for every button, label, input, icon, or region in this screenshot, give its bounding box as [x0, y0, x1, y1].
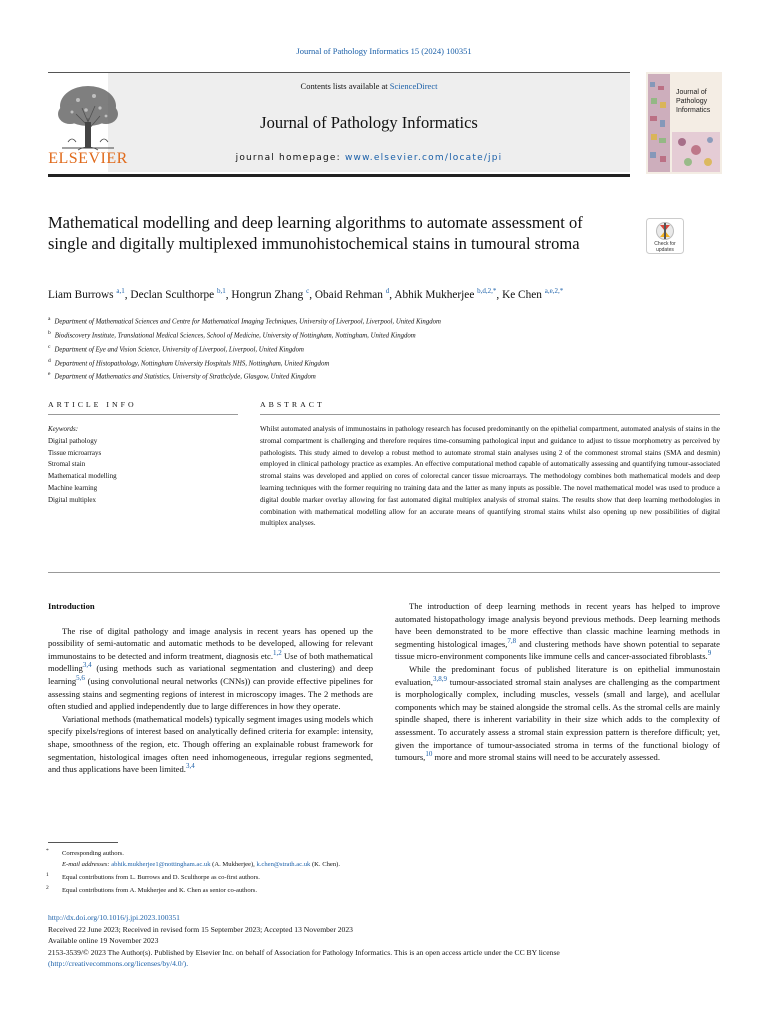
abstract-bottom-rule [48, 572, 720, 573]
right-paragraphs [395, 600, 720, 764]
cover-title-line-2: Pathology [676, 98, 708, 105]
body-paragraph [48, 625, 373, 713]
affiliations [48, 314, 738, 383]
masthead-top-rule [48, 72, 630, 73]
body-paragraph [395, 663, 720, 764]
paragraph-text: The introduction of deep learning methods in recent years has helped to improve automated histopathology image analysis beyond previous methods. Deep learning methods have been demonstrated to be more effective than classic machine learning methods in segmenting histological images, [395, 601, 720, 649]
author-affiliation-mark[interactable]: b,d,2,* [477, 287, 497, 296]
footnotes [48, 846, 720, 897]
author-list: Liam Burrows $^{a,1}$, Declan Sculthorpe $^{b,1}$, Hongrun Zhang $^c$, Obaid Rehman $^d$, Abhik Mukherjee $^{b,d,2,*}$, Ke Chen $^{a,e,2,*}$ [48, 287, 564, 301]
email-name-1: (A. Mukherjee), [210, 861, 257, 869]
license-text: 2153-3539/© 2023 The Author(s). Published by Elsevier Inc. on behalf of Association for Pathology Informatics. This is an open access article under the CC BY license [48, 947, 560, 957]
doi-link[interactable]: http://dx.doi.org/10.1016/j.jpi.2023.100351 [48, 913, 180, 922]
author-affiliation-mark[interactable]: c [306, 287, 310, 296]
keyword-item: Stromal stain [48, 460, 86, 469]
citation-link[interactable]: 3,4 [185, 762, 195, 771]
author-name: Liam Burrows [48, 289, 114, 301]
body-paragraph [48, 713, 373, 776]
footnote-mark: * [46, 848, 49, 854]
email-name-2: (K. Chen). [310, 861, 340, 869]
elsevier-wordmark[interactable]: ELSEVIER [48, 150, 128, 167]
contents-lists-line [108, 81, 630, 91]
author [130, 289, 225, 301]
check-for-updates-badge[interactable] [646, 218, 684, 254]
citation-link[interactable]: 5,6 [76, 674, 85, 683]
affiliation-letter: b [48, 329, 51, 336]
contents-prefix: Contents lists available at [300, 81, 390, 91]
email-link-mukherjee[interactable]: abhik.mukherjee1@nottingham.ac.uk [111, 861, 211, 869]
journal-title: Journal of Pathology Informatics [260, 113, 478, 132]
author-name: Obaid Rehman [314, 289, 383, 301]
paragraph-text: tumour-associated stromal stain analyses are challenging as the compartment is morphologically complex, including muscles, vessels (small and large), and acellular components which may be stained alongside the stromal cells. As the stromal cells are mainly spindle shaped, there is inherent variability in their size which adds to the complexity of assessment. To accurately assess a stromal stain expression pattern is therefore difficult; yet, given the importance of tumour-associated stroma in terms of the functional biology of tumours, [395, 676, 720, 763]
footnote-corresponding [48, 846, 720, 859]
affiliation-item [48, 314, 738, 328]
citation-link[interactable]: 9 [707, 649, 712, 658]
article-title: Mathematical modelling and deep learning algorithms to automate assessment of single and digitally multiplexed immunohistochemical stains in tumoural stroma [48, 213, 583, 253]
left-paragraphs [48, 625, 373, 776]
footnote-2 [48, 883, 720, 896]
author [48, 289, 125, 301]
affiliation-letter: a [48, 316, 51, 322]
citation-link[interactable]: 7,8 [507, 636, 517, 645]
article-info-rule [48, 414, 238, 415]
paragraph-text: While the predominant focus of published literature is on epithelial immunostain evaluation, [395, 663, 720, 687]
publication-info [48, 912, 720, 970]
author [394, 289, 496, 301]
body-paragraph [395, 600, 720, 663]
affiliation-text: Department of Histopathology, Nottingham University Hospitals NHS, Nottingham, United Kingdom [54, 359, 330, 367]
paragraph-text: Variational methods (mathematical models) typically segment images using models which specify pixels/regions of interest based on analytically defined criteria for example: intensity, shape, smoothness of the region, etc. Though offering an explainable robust framework for segmentation, histological images often need inhomogeneous, irregular regions segmented, and thus applications have been limited. [48, 713, 373, 775]
citation-link[interactable]: 10 [425, 750, 433, 759]
citation-link[interactable]: 3,8,9 [432, 674, 447, 683]
affiliation-item [48, 369, 738, 383]
sciencedirect-link[interactable]: ScienceDirect [389, 81, 438, 91]
author-affiliation-mark[interactable]: d [385, 287, 390, 296]
footnote-rule [48, 842, 118, 843]
keywords-block [48, 424, 238, 507]
keyword-item: Machine learning [48, 483, 98, 492]
check-for-updates-label: Check for updates [654, 241, 676, 253]
available-online: Available online 19 November 2023 [48, 936, 159, 946]
keyword-item: Digital pathology [48, 436, 98, 445]
license-link[interactable]: (http://creativecommons.org/licenses/by/4.0/). [48, 959, 189, 969]
affiliation-item [48, 342, 738, 356]
paragraph-text: (using convolutional neural networks (CNNs)) can provide effective pipelines for assessing stains and segmenting regions of interest in microscopy images. The 2 methods are often studied and applied independently due to large differences in how they operate. [48, 675, 373, 712]
keywords-label: Keywords: [48, 425, 79, 433]
paragraph-text: more and more stromal stains will need to be accurately assessed. [432, 752, 660, 763]
email-link-chen[interactable]: k.chen@strath.ac.uk [256, 861, 311, 869]
citation-link[interactable]: 1,2 [273, 648, 282, 657]
affiliation-text: Biodiscovery Institute, Translational Medical Sciences, School of Medicine, University of Nottingham, Nottingham, United Kingdom [54, 332, 416, 340]
author-affiliation-mark[interactable]: a,1 [116, 287, 125, 296]
abstract-rule [260, 414, 720, 415]
keyword-item: Mathematical modelling [48, 472, 117, 481]
paragraph-text: and clustering methods have shown potential to separate tissue micro-environment components like immune cells and cancer-associated fibroblasts. [395, 638, 720, 662]
author-name: Hongrun Zhang [231, 289, 304, 301]
homepage-prefix: journal homepage: [235, 153, 345, 163]
body-column-right [395, 600, 720, 764]
affiliation-text: Department of Eye and Vision Science, University of Liverpool, Liverpool, United Kingdom [54, 345, 304, 353]
cover-title-line-3: Informatics [676, 107, 711, 114]
keyword-item: Digital multiplex [48, 495, 97, 504]
citation-link[interactable]: 3,4 [82, 661, 92, 670]
author-name: Declan Sculthorpe [130, 289, 215, 301]
affiliation-text: Department of Mathematical Sciences and Centre for Mathematical Imaging Techniques, University of Liverpool, Liverpool, United Kingdom [54, 318, 441, 326]
license-line [48, 947, 720, 970]
article-info-heading: ARTICLE INFO [48, 400, 137, 409]
masthead-bottom-rule [48, 174, 630, 177]
body-column-left [48, 600, 373, 776]
received-history: Received 22 June 2023; Received in revised form 15 September 2023; Accepted 13 November 2023 [48, 924, 353, 934]
footnote-1 [48, 870, 720, 883]
footnote-text: Corresponding authors. [62, 850, 124, 858]
footnote-text: Equal contributions from A. Mukherjee and K. Chen as senior co-authors. [62, 887, 258, 895]
footnote-mark: 1 [46, 872, 49, 879]
cover-title-line-1: Journal of [676, 89, 707, 96]
paragraph-text: Use of both mathematical modelling [48, 650, 374, 674]
abstract-text: Whilst automated analysis of immunostains in pathology research has focused predominantly on the epithelial compartment, automated analysis of stains in the stromal compartment is challenging and therefore requires time-consuming pathological input and guidance to adjust to tissue morphometry as perceived by pathologists. This study aimed to develop a robust method to automate stromal stain analyses using 2 of the commonest stromal stains (SMA and desmin) employed in clinical pathology practice as examples. An effective computational method capable of automatically assessing and quantifying tumour-associated stromal stains was developed and applied on cores of colorectal cancer tissue microarrays. The methodology combines both mathematical models and deep learning techniques with the former requiring no training data and the latter as many inputs as possible. The novel mathematical model was used to produce a digital double marker overlay allowing for fast automated digital multiplex analysis of stromal stains. The results show that deep learning methodologies in combination with mathematical modelling allow for an accurate means of quantifying stromal stains whilst also opening up new possibilities of digital multiplex analyses. [260, 425, 720, 528]
footnote-text: Equal contributions from L. Burrows and D. Sculthorpe as co-first authors. [62, 874, 260, 882]
author-affiliation-mark[interactable]: b,1 [217, 287, 226, 296]
paragraph-text: The rise of digital pathology and image analysis in recent years has opened up the possibility of semi-automatic and automatic methods to be developed, allowing for relevant immunostains to be detected and inform treatment, diagnosis etc. [48, 625, 373, 661]
author-name: Ke Chen [502, 289, 542, 301]
journal-citation-link[interactable]: Journal of Pathology Informatics 15 (2024) 100351 [296, 46, 472, 56]
paragraph-text: (using methods such as variational segmentation and clustering) and deep learning [48, 663, 373, 686]
affiliation-letter: e [48, 371, 51, 378]
journal-homepage-line [108, 153, 630, 163]
footnote-mark: 2 [46, 885, 49, 892]
author-affiliation-mark[interactable]: a,e,2,* [544, 287, 564, 296]
affiliation-text: Department of Mathematics and Statistics, University of Strathclyde, Glasgow, United Kingdom [54, 373, 316, 381]
journal-cover-thumbnail[interactable] [646, 72, 722, 174]
author [231, 289, 309, 301]
abstract-heading: ABSTRACT [260, 400, 325, 409]
affiliation-item [48, 328, 738, 342]
section-heading-introduction: Introduction [48, 601, 95, 611]
author-name: Abhik Mukherjee [394, 289, 475, 301]
email-label: E-mail addresses: [62, 861, 110, 869]
keyword-item: Tissue microarrays [48, 448, 102, 457]
affiliation-letter: d [48, 357, 51, 364]
affiliation-letter: c [48, 343, 51, 350]
homepage-link[interactable]: www.elsevier.com/locate/jpi [344, 153, 503, 163]
author [315, 289, 389, 301]
affiliation-item [48, 356, 738, 370]
author [502, 289, 563, 301]
footnote-emails [48, 859, 720, 870]
